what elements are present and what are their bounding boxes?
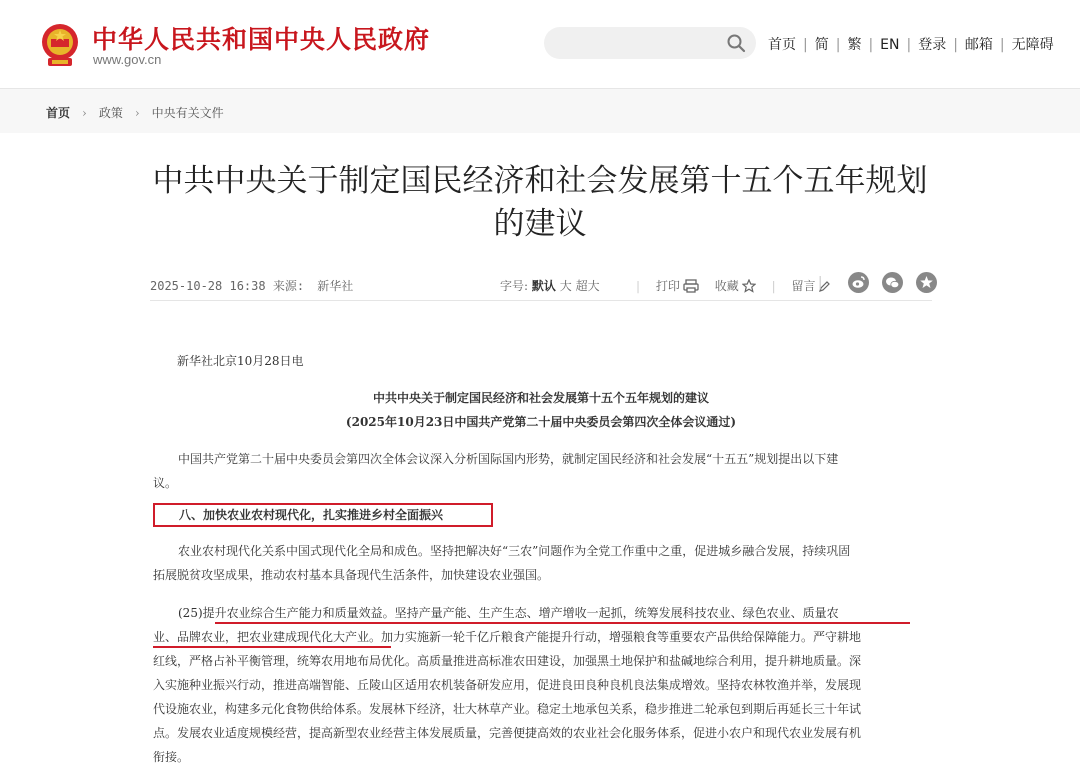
- article-meta: [150, 277, 353, 294]
- nav-separator: |: [999, 37, 1005, 53]
- page-title: [140, 160, 940, 246]
- article-tools: [624, 277, 830, 294]
- paragraph-line: 入实施种业振兴行动，推进高端智能、丘陵山区适用农机装备研发应用，促进良田良种良机良法集成增效。坚持农林牧渔并举，发展现: [153, 678, 862, 692]
- site-header: [0, 0, 1080, 89]
- chevron-right-icon: ›: [134, 106, 140, 120]
- paragraph-line: 农业农村现代化关系中国式现代化全局和成色。坚持把解决好“三农”问题作为全党工作重中之重，促进城乡融合发展，持续巩固: [178, 544, 851, 558]
- paragraph-25: [153, 601, 913, 769]
- search-icon[interactable]: [726, 33, 746, 53]
- weibo-icon[interactable]: [848, 272, 869, 293]
- site-url: www.gov.cn: [93, 52, 162, 67]
- document-subtitle: (2025年10月23日中国共产党第二十届中央委员会第四次全体会议通过): [345, 415, 737, 429]
- nav-accessibility-link[interactable]: 无障碍: [1011, 37, 1054, 53]
- nav-home-link[interactable]: 首页: [768, 37, 796, 53]
- national-emblem-icon[interactable]: [40, 22, 80, 68]
- printer-icon: [683, 279, 699, 293]
- top-nav: [768, 34, 1054, 54]
- site-title[interactable]: 中华人民共和国中央人民政府: [92, 25, 431, 54]
- publish-date: 2025-10-28 16:38: [150, 279, 266, 293]
- comment-label: 留言: [791, 279, 816, 293]
- nav-separator: |: [868, 37, 874, 53]
- dateline: 新华社北京10月28日电: [177, 354, 304, 368]
- font-size-default[interactable]: 默认: [531, 279, 556, 293]
- breadcrumb-bar: [0, 89, 1080, 133]
- paragraph-line: 衔接。: [153, 750, 190, 764]
- share-bar: [818, 272, 937, 297]
- favorite-label: 收藏: [714, 279, 739, 293]
- nav-simplified-link[interactable]: 简: [814, 37, 829, 53]
- paragraph-line: 业、品牌农业，把农业建成现代化大产业。加力实施新一轮千亿斤粮食产能提升行动，增强粮食等重要农产品供给保障能力。严守耕地: [153, 630, 862, 644]
- tool-separator: |: [818, 275, 823, 290]
- nav-traditional-link[interactable]: 繁: [847, 37, 862, 53]
- nav-mail-link[interactable]: 邮箱: [964, 37, 993, 53]
- tool-separator: |: [636, 279, 641, 293]
- intro-line: 议。: [153, 476, 178, 490]
- paragraph-line: 代设施农业，构建多元化食物供给体系。发展林下经济，壮大林草产业。稳定土地承包关系，稳步推进二轮承包到期后再延长三十年试: [153, 702, 862, 716]
- tool-separator: |: [771, 279, 776, 293]
- breadcrumb-central-documents[interactable]: 中央有关文件: [151, 106, 224, 120]
- paragraph-line: 拓展脱贫攻坚成果，推动农村基本具备现代生活条件，加快建设农业强国。: [153, 568, 550, 582]
- breadcrumb: [46, 104, 224, 121]
- nav-english-link[interactable]: EN: [880, 37, 900, 53]
- font-size-control: [500, 277, 600, 294]
- paragraph-line: 红线，严格占补平衡管理，统筹农用地布局优化。高质量推进高标准农田建设，加强黑土地保护和盐碱地综合利用，提升耕地质量。深: [153, 654, 862, 668]
- breadcrumb-home[interactable]: 首页: [46, 106, 71, 120]
- source-name: 新华社: [317, 279, 354, 293]
- intro-paragraph: [153, 447, 913, 495]
- nav-separator: |: [803, 37, 808, 53]
- nav-login-link[interactable]: 登录: [918, 37, 947, 53]
- print-label: 打印: [655, 279, 680, 293]
- font-size-large[interactable]: 大: [559, 279, 572, 293]
- wechat-icon[interactable]: [882, 272, 903, 293]
- favorite-button[interactable]: [715, 279, 756, 293]
- intro-line: 中国共产党第二十届中央委员会第四次全体会议深入分析国际国内形势，就制定国民经济和社会发展“十五五”规划提出以下建: [178, 452, 839, 466]
- nav-separator: |: [835, 37, 841, 53]
- page-title-line1: 中共中央关于制定国民经济和社会发展第十五个五年规划: [152, 163, 928, 199]
- paragraph-rural-modernization: [153, 539, 913, 587]
- source-label: 来源:: [272, 279, 305, 293]
- chevron-right-icon: ›: [82, 106, 87, 120]
- breadcrumb-policy[interactable]: 政策: [98, 106, 123, 120]
- highlight-underline: [215, 622, 910, 624]
- font-size-xlarge[interactable]: 超大: [575, 279, 600, 293]
- meta-divider: [150, 300, 932, 301]
- document-title: 中共中央关于制定国民经济和社会发展第十五个五年规划的建议: [372, 391, 709, 405]
- paragraph-line: 点。发展农业适度规模经营，提高新型农业经营主体发展质量，完善便捷高效的农业社会化服务体系，促进小农户和现代农业发展有机: [153, 726, 862, 740]
- font-size-label: 字号:: [500, 279, 529, 293]
- page-title-line2: 的建议: [493, 206, 587, 242]
- star-icon: [742, 279, 756, 293]
- nav-separator: |: [953, 37, 958, 53]
- nav-separator: |: [906, 37, 912, 53]
- comment-button[interactable]: [791, 279, 830, 293]
- search-input[interactable]: [544, 27, 756, 59]
- print-button[interactable]: [656, 279, 699, 293]
- paragraph-line: (25)提升农业综合生产能力和质量效益。坚持产量产能、生产生态、增产增收一起抓，统筹发展科技农业、绿色农业、质量农: [178, 606, 839, 620]
- highlight-underline: [153, 646, 391, 648]
- section-heading: 八、加快农业农村现代化，扎实推进乡村全面振兴: [153, 503, 493, 527]
- star-share-icon[interactable]: [916, 272, 937, 293]
